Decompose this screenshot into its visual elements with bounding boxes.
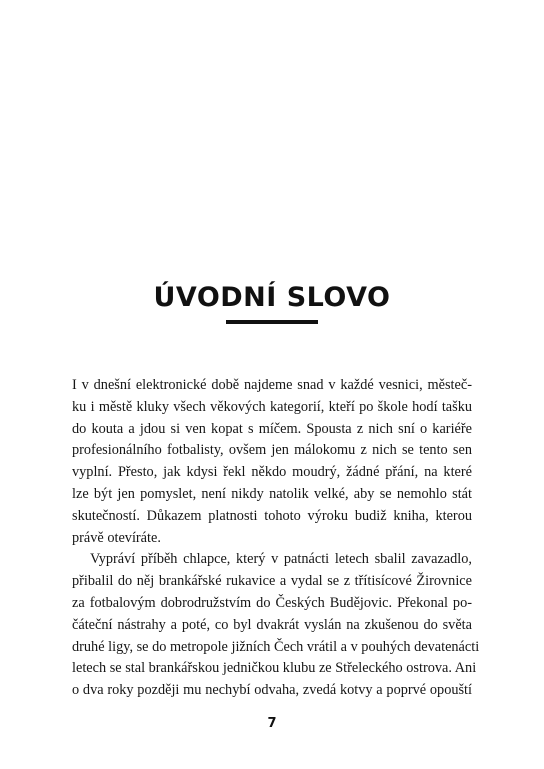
text-line: lze být jen pomyslet, není nikdy natolik velké, aby se nemohlo stát bbox=[72, 485, 472, 502]
chapter-title: ÚVODNÍ SLOVO bbox=[153, 282, 391, 313]
text-line: vyplní. Přesto, jak kdysi řekl někdo moudrý, žádné přání, na které bbox=[72, 464, 472, 481]
title-underline bbox=[226, 320, 318, 324]
paragraph-2 bbox=[72, 549, 480, 702]
text-line: přibalil do něj brankářské rukavice a vydal se z třítisícové Žirovnice bbox=[72, 573, 472, 590]
page-number: 7 bbox=[267, 716, 277, 731]
text-line: skutečností. Důkazem platnosti tohoto výroku budiž kniha, kterou bbox=[72, 507, 472, 524]
text-line: profesionálního fotbalisty, ovšem jen málokomu z nich se tento sen bbox=[72, 442, 472, 459]
paragraph-1 bbox=[72, 375, 472, 549]
text-line: ku i městě kluky všech věkových kategorií, kteří po škole hodí tašku bbox=[72, 398, 472, 415]
text-line: I v dnešní elektronické době najdeme snad v každé vesnici, městeč- bbox=[72, 377, 472, 393]
text-line: druhé ligy, se do metropole jižních Čech vrátil a v pouhých devatenácti bbox=[72, 638, 480, 655]
text-line: Vypráví příběh chlapce, který v patnácti letech sbalil zavazadlo, bbox=[90, 551, 472, 568]
text-line: letech se stal brankářskou jedničkou klubu ze Střeleckého ostrova. Ani bbox=[72, 660, 477, 677]
text-line: o dva roky později mu nechybí odvaha, zvedá kotvy a poprvé opouští bbox=[72, 682, 472, 699]
text-line: čáteční nástrahy a poté, co byl dvakrát vyslán na zkušenou do světa bbox=[72, 616, 472, 633]
text-line: právě otevíráte. bbox=[72, 529, 161, 546]
body-text bbox=[72, 375, 480, 702]
text-line: za fotbalovým dobrodružstvím do Českých Budějovic. Překonal po- bbox=[72, 594, 472, 611]
text-line: do kouta a jdou si ven kopat s míčem. Spousta z nich sní o kariéře bbox=[72, 420, 472, 437]
